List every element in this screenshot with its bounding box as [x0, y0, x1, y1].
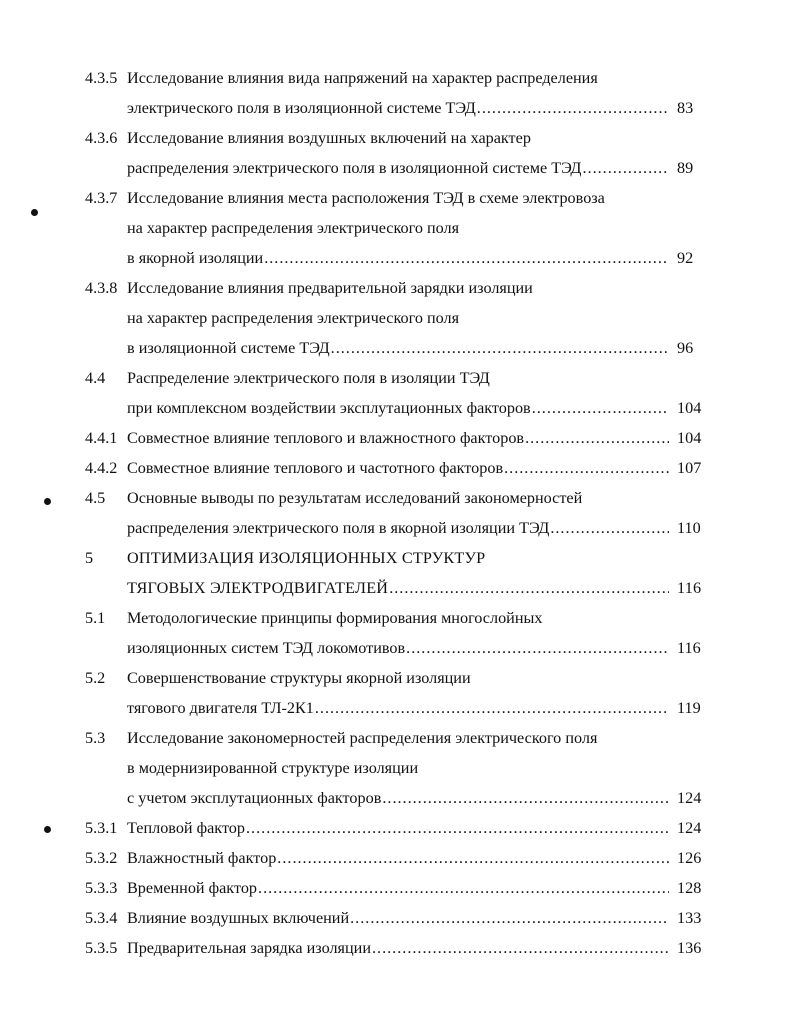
toc-page-number: 133 — [677, 909, 702, 927]
toc-page-number: 136 — [677, 939, 702, 957]
toc-title-line: ТЯГОВЫХ ЭЛЕКТРОДВИГАТЕЛЕЙ — [127, 579, 389, 597]
toc-number: 4.3.7 — [85, 189, 118, 207]
toc-number: 4.4 — [85, 369, 106, 387]
toc-number: 4.4.1 — [85, 429, 118, 447]
toc-entry-continuation — [0, 634, 796, 662]
toc-entry-continuation — [0, 154, 796, 182]
leader-dots — [477, 94, 669, 122]
leader-dots — [350, 904, 669, 932]
leader-dots — [532, 394, 669, 422]
toc-number: 5 — [85, 549, 94, 567]
toc-entry-continuation — [0, 304, 796, 332]
toc-entry — [0, 934, 796, 962]
toc-entry — [0, 64, 796, 92]
toc-title-line: Распределение электрического поля в изоляции ТЭД — [127, 369, 490, 387]
leader-dots — [246, 814, 669, 842]
toc-page-number: 124 — [677, 819, 702, 837]
toc-entry — [0, 814, 796, 842]
leader-dots — [372, 934, 669, 962]
toc-entry — [0, 184, 796, 212]
leader-dots — [315, 694, 669, 722]
toc-title-line: Предварительная зарядка изоляции — [127, 939, 371, 957]
toc-entry-continuation — [0, 514, 796, 542]
toc-entry — [0, 454, 796, 482]
toc-title-line: Исследование влияния места расположения ТЭД в схеме электровоза — [127, 189, 605, 207]
toc-number: 5.1 — [85, 609, 106, 627]
toc-number: 5.3.2 — [85, 849, 118, 867]
toc-title-line: Исследование закономерностей распределения электрического поля — [127, 729, 598, 747]
toc-title-line: ОПТИМИЗАЦИЯ ИЗОЛЯЦИОННЫХ СТРУКТУР — [127, 549, 486, 567]
toc-entry — [0, 724, 796, 752]
toc-entry — [0, 124, 796, 152]
toc-title-line: Исследование влияния предварительной зарядки изоляции — [127, 279, 533, 297]
toc-page-number: 124 — [677, 789, 702, 807]
toc-page-number: 104 — [677, 429, 702, 447]
toc-number: 5.3.1 — [85, 819, 118, 837]
toc-entry — [0, 364, 796, 392]
toc-entry — [0, 424, 796, 452]
toc-number: 5.3 — [85, 729, 106, 747]
toc-entry — [0, 874, 796, 902]
toc-title-line: распределения электрического поля в изоляционной системе ТЭД — [127, 159, 582, 177]
toc-title-line: Влажностный фактор — [127, 849, 277, 867]
toc-title-line: Исследование влияния вида напряжений на характер распределения — [127, 69, 598, 87]
toc-entry-continuation — [0, 94, 796, 122]
toc-number: 5.3.3 — [85, 879, 118, 897]
toc-entry-continuation — [0, 394, 796, 422]
toc-title-line: электрического поля в изоляционной системе ТЭД — [127, 99, 476, 117]
leader-dots — [406, 634, 669, 662]
toc-title-line: Тепловой фактор — [127, 819, 245, 837]
toc-entry — [0, 844, 796, 872]
toc-number: 5.3.5 — [85, 939, 118, 957]
leader-dots — [582, 154, 669, 182]
toc-page-number: 126 — [677, 849, 702, 867]
leader-dots — [550, 514, 669, 542]
toc-title-line: Основные выводы по результатам исследований закономерностей — [127, 489, 583, 507]
toc-number: 5.3.4 — [85, 909, 118, 927]
toc-title-line: Методологические принципы формирования многослойных — [127, 609, 543, 627]
toc-entry-continuation — [0, 784, 796, 812]
toc-page-number: 83 — [677, 99, 694, 117]
leader-dots — [264, 244, 669, 272]
toc-title-line: Совершенствование структуры якорной изоляции — [127, 669, 471, 687]
toc-entry-continuation — [0, 574, 796, 602]
toc-number: 4.4.2 — [85, 459, 118, 477]
toc-title-line: при комплексном воздействии эксплутационных факторов — [127, 399, 531, 417]
toc-title-line: изоляционных систем ТЭД локомотивов — [127, 639, 406, 657]
toc-page-number: 116 — [677, 639, 701, 657]
toc-entry — [0, 604, 796, 632]
toc-number: 5.2 — [85, 669, 106, 687]
toc-title-line: Исследование влияния воздушных включений на характер — [127, 129, 531, 147]
leader-dots — [277, 844, 669, 872]
toc-title-line: на характер распределения электрического поля — [127, 309, 460, 327]
toc-title-line: на характер распределения электрического поля — [127, 219, 460, 237]
toc-entry — [0, 904, 796, 932]
toc-number: 4.3.6 — [85, 129, 118, 147]
toc-title-line: Совместное влияние теплового и влажностного факторов — [127, 429, 525, 447]
toc-title-line: в модернизированной структуре изоляции — [127, 759, 419, 777]
toc-title-line: тягового двигателя ТЛ-2К1 — [127, 699, 314, 717]
toc-entry-continuation — [0, 244, 796, 272]
toc-number: 4.5 — [85, 489, 106, 507]
toc-page-number: 128 — [677, 879, 702, 897]
toc-entry-continuation — [0, 754, 796, 782]
toc-page-number: 119 — [677, 699, 701, 717]
toc-entry-continuation — [0, 214, 796, 242]
leader-dots — [525, 424, 669, 452]
toc-title-line: в якорной изоляции — [127, 249, 264, 267]
toc-entry — [0, 484, 796, 512]
toc-title-line: Влияние воздушных включений — [127, 909, 350, 927]
leader-dots — [258, 874, 669, 902]
toc-page-number: 110 — [677, 519, 701, 537]
toc-title-line: Временной фактор — [127, 879, 258, 897]
toc-title-line: распределения электрического поля в якорной изоляции ТЭД — [127, 519, 550, 537]
toc-title-line: с учетом эксплутационных факторов — [127, 789, 382, 807]
toc-page-number: 116 — [677, 579, 702, 597]
toc-page-number: 107 — [677, 459, 702, 477]
toc-entry — [0, 664, 796, 692]
toc-entry-continuation — [0, 334, 796, 362]
toc-number: 4.3.5 — [85, 69, 118, 87]
toc-page-number: 89 — [677, 159, 694, 177]
leader-dots — [504, 454, 669, 482]
toc-entry — [0, 274, 796, 302]
toc-page-number: 96 — [677, 339, 694, 357]
leader-dots — [382, 784, 669, 812]
toc-chapter-entry — [0, 544, 796, 572]
toc-page-number: 92 — [677, 249, 694, 267]
toc-title-line: Совместное влияние теплового и частотного факторов — [127, 459, 504, 477]
toc-title-line: в изоляционной системе ТЭД — [127, 339, 330, 357]
toc-entry-continuation — [0, 694, 796, 722]
leader-dots — [389, 574, 669, 602]
toc-number: 4.3.8 — [85, 279, 118, 297]
toc-page-number: 104 — [677, 399, 702, 417]
leader-dots — [331, 334, 669, 362]
